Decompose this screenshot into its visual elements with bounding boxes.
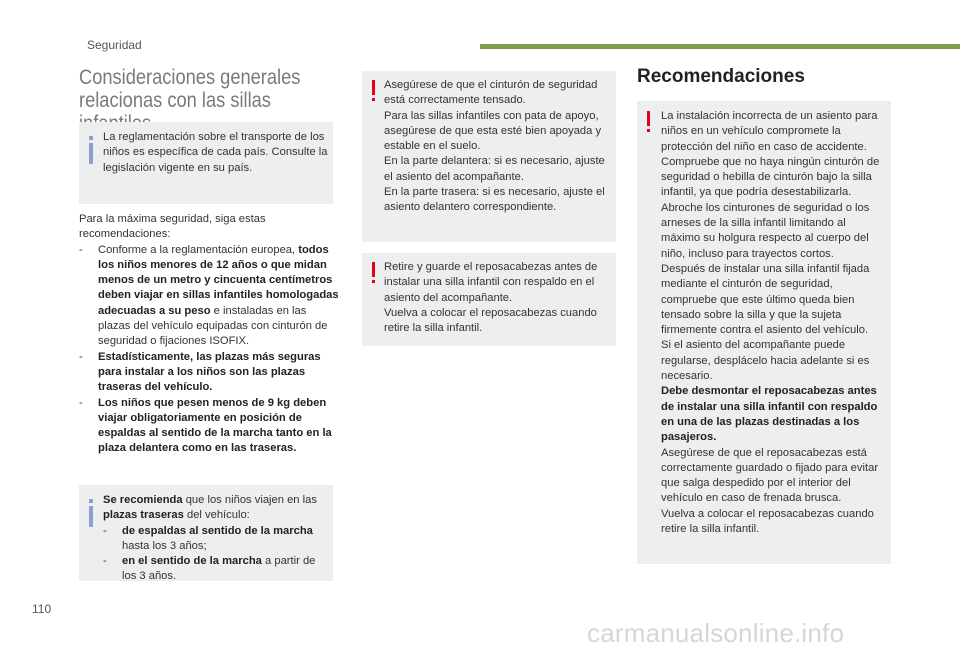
- tip-box-text: [103, 493, 331, 585]
- info-box: [79, 122, 333, 204]
- list-item-text: a partir de los 3 años.: [122, 555, 316, 583]
- warning-line-bold: [661, 384, 887, 445]
- info-box-text: La reglamentación sobre el transporte de los niños es específica de cada país. Consulte la legislación vigente en su país.: [103, 131, 328, 174]
- warning-line: Si el asiento del acompañante puede regularse, desplácelo hacia adelante si es necesario.: [661, 339, 870, 383]
- list-item: [79, 396, 341, 457]
- section-title: Seguridad: [87, 38, 142, 52]
- list-item: [103, 524, 331, 555]
- warning-line: Después de instalar una silla infantil fijada mediante el cinturón de seguridad, compruebe que este último queda bien tensado sobre la silla y que la sujeta firmemente contra el asiento del vehículo.: [661, 262, 870, 337]
- recommendations-title: Recomendaciones: [637, 66, 805, 87]
- warning-line: Compruebe que no haya ningún cinturón de seguridad o hebilla de cinturón bajo la silla infantil, ya que podría desestabilizarla.: [661, 155, 880, 199]
- tip-text-end: del vehículo:: [183, 509, 250, 522]
- exclamation-warning-icon: [372, 80, 375, 95]
- warning-line: Abroche los cinturones de seguridad o los arneses de la silla infantil limitando al máximo su holgura respecto al cuerpo del niño, incluso para trayectos cortos.: [661, 201, 870, 260]
- warning-line: Para las sillas infantiles con pata de apoyo, asegúrese de que esta esté bien apoyada y estable en el suelo.: [384, 109, 602, 153]
- intro-text: Para la máxima seguridad, siga estas recomendaciones:: [79, 213, 266, 241]
- page-number: 110: [32, 602, 52, 616]
- list-item-text: hasta los 3 años;: [122, 539, 207, 552]
- list-item-text-end: e instaladas en las plazas del vehículo equipadas con cinturón de seguridad o fijaciones ISOFIX.: [98, 304, 328, 348]
- info-mark-icon: [89, 506, 93, 527]
- warning-box-headrest: [362, 253, 616, 346]
- list-item-bold: Los niños que pesen menos de 9 kg deben viajar obligatoriamente en posición de espaldas al sentido de la marcha tanto en la plaza delantera como en las traseras.: [98, 396, 332, 455]
- warning-line: Retire y guarde el reposacabezas antes de instalar una silla infantil con respaldo en el asiento del acompañante.: [384, 261, 598, 304]
- warning-box-recommendations: [637, 101, 891, 564]
- warning-line: En la parte delantera: si es necesario, ajuste el asiento del acompañante.: [384, 155, 605, 183]
- list-dash: -: [79, 350, 83, 363]
- warning-text: [661, 109, 887, 537]
- warning-line: Vuelva a colocar el reposacabezas cuando retire la silla infantil.: [384, 306, 597, 335]
- warning-line: Asegúrese de que el reposacabezas está correctamente guardado o fijado para evitar que salga despedido por el interior del vehículo en caso de frenada brusca.: [661, 446, 879, 505]
- list-item-text: Conforme a la reglamentación europea,: [98, 243, 299, 256]
- warning-text: [384, 78, 612, 216]
- header-bar: [480, 44, 960, 49]
- list-item-bold: todos los niños menores de 12 años o que midan menos de un metro y cincuenta centímetros deben viajar en sillas infantiles homologadas adecuadas a su peso: [98, 243, 339, 317]
- recommendations-text: [79, 212, 341, 457]
- warning-line: Asegúrese de que el cinturón de seguridad está correctamente tensado.: [384, 79, 598, 107]
- list-item: [79, 350, 341, 396]
- exclamation-warning-icon: [372, 262, 375, 277]
- tip-box: [79, 485, 333, 581]
- info-mark-icon: [89, 143, 93, 164]
- tip-bold-seats: plazas traseras: [103, 509, 184, 522]
- page-title: Consideraciones generales relacionas con las sillas: [79, 66, 301, 112]
- warning-text: [384, 260, 612, 336]
- list-item-bold: en el sentido de la marcha: [122, 555, 262, 568]
- warning-line: Vuelva a colocar el reposacabezas cuando retire la silla infantil.: [661, 507, 874, 536]
- tip-bold: Se recomienda: [103, 494, 183, 506]
- exclamation-warning-icon: [647, 111, 650, 126]
- warning-bold: Debe desmontar el reposacabezas antes de instalar una silla infantil con respaldo en una de las plazas destinadas a los pasajeros.: [661, 385, 878, 444]
- tip-text: que los niños viajen en las: [182, 494, 317, 506]
- warning-line: La instalación incorrecta de un asiento para niños en un vehículo compromete la protección del niño en caso de accidente.: [661, 110, 878, 153]
- list-item-bold: Estadísticamente, las plazas más seguras para instalar a los niños son las plazas traseras del vehículo.: [98, 350, 321, 394]
- watermark: carmanualsonline.info: [587, 618, 845, 648]
- list-item: [79, 243, 341, 350]
- list-dash: -: [103, 555, 107, 568]
- list-dash: -: [103, 524, 107, 537]
- list-dash: -: [79, 243, 83, 256]
- list-item: [103, 554, 331, 585]
- list-dash: -: [79, 396, 83, 409]
- warning-box-seatbelt: [362, 71, 616, 242]
- warning-line: En la parte trasera: si es necesario, ajuste el asiento delantero correspondiente.: [384, 186, 605, 214]
- list-item-bold: de espaldas al sentido de la marcha: [122, 524, 313, 537]
